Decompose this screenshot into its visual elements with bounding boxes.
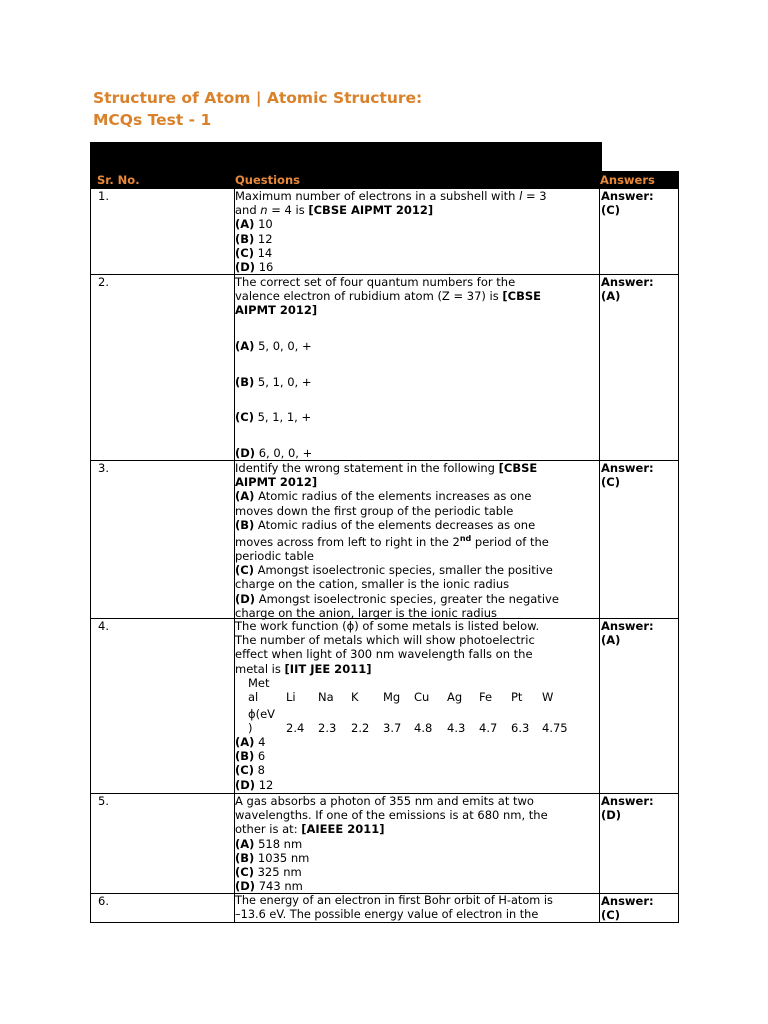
option-b: (B) 6 xyxy=(235,749,266,764)
sr-number: 6. xyxy=(98,894,109,908)
option-d: (D) 743 nm xyxy=(235,879,303,894)
option-a: (A) 4 xyxy=(235,735,266,749)
work-function-value: 6.3 xyxy=(511,721,530,735)
metal-name: Na xyxy=(318,690,334,704)
option-a: (A) 10 xyxy=(235,217,273,232)
option-b: (B) Atomic radius of the elements decreases as one xyxy=(235,517,536,532)
page-subtitle: MCQs Test - 1 xyxy=(93,111,212,129)
question-text: The correct set of four quantum numbers for the valence electron of rubidium atom (Z = 37) is [CBSE AIPMT 2012] xyxy=(235,275,541,318)
work-function-value: 3.7 xyxy=(383,721,402,735)
question-text: The work function (ϕ) of some metals is listed below. The number of metals which will show photoelectric effect when light of 300 nm wavelength falls on the metal is [IIT JEE 2011] xyxy=(235,619,540,676)
grid-line xyxy=(599,189,600,923)
sr-number: 5. xyxy=(98,794,109,808)
table-head: ) xyxy=(248,721,253,735)
sr-number: 3. xyxy=(98,461,109,475)
table-header-row xyxy=(90,171,679,189)
sr-number: 1. xyxy=(98,189,109,203)
question-text: Identify the wrong statement in the following [CBSE AIPMT 2012] (A) Atomic radius of the elements increases as one moves down the first group of the periodic table (B) Atomic radius of the elements decreases as one moves across from left to right in the 2nd period of the periodic table (C) Amongst isoelectronic species, smaller the positive charge on the cation, smaller is the ionic radius (D) Amongst isoelectronic species, greater the negative charge on the anion, larger is the ionic radius xyxy=(235,461,559,620)
question-text: The energy of an electron in first Bohr orbit of H-atom is –13.6 eV. The possible energy value of electron in the xyxy=(235,894,553,922)
table-head: ϕ(eV xyxy=(248,707,276,721)
options xyxy=(235,735,273,792)
metal-name: K xyxy=(351,690,359,704)
answer-cell: Answer: (D) xyxy=(601,794,654,823)
metal-name: Ag xyxy=(447,690,463,704)
page-title: Structure of Atom | Atomic Structure: xyxy=(93,89,423,107)
option-a: (A) 5, 0, 0, + xyxy=(235,339,312,353)
answer-cell: Answer: (C) xyxy=(601,894,654,923)
answer-cell: Answer: (C) xyxy=(601,461,654,490)
header-answers: Answers xyxy=(600,173,655,187)
option-c: (C) 325 nm xyxy=(235,865,302,880)
question-text: Maximum number of electrons in a subshell with l = 3 and n = 4 is [CBSE AIPMT 2012] (A) 10 (B) 12 (C) 14 (D) 16 xyxy=(235,189,547,275)
work-function-value: 2.3 xyxy=(318,721,337,735)
header-srno: Sr. No. xyxy=(97,173,140,187)
table-head: Met xyxy=(248,676,270,690)
option-d: (D) 16 xyxy=(235,260,274,275)
grid-line xyxy=(678,189,679,923)
work-function-value: 4.8 xyxy=(414,721,433,735)
header-questions: Questions xyxy=(235,173,300,187)
table-head: al xyxy=(248,690,259,704)
metal-name: Pt xyxy=(511,690,523,704)
metal-name: Cu xyxy=(414,690,430,704)
option-c: (C) Amongst isoelectronic species, smaller the positive xyxy=(235,563,553,578)
answer-cell: Answer: (A) xyxy=(601,275,654,304)
metal-name: Li xyxy=(286,690,296,704)
work-function-value: 4.75 xyxy=(542,721,568,735)
answer-cell: Answer: (C) xyxy=(601,189,654,218)
work-function-value: 2.2 xyxy=(351,721,370,735)
option-c: (C) 8 xyxy=(235,763,265,778)
option-d: (D) Amongst isoelectronic species, greater the negative xyxy=(235,591,559,606)
option-a: (A) 518 nm xyxy=(235,836,303,851)
question-text: A gas absorbs a photon of 355 nm and emits at two wavelengths. If one of the emissions is at 680 nm, the other is at: [AIEEE 2011] (A) 518 nm (B) 1035 nm (C) 325 nm (D) 743 nm xyxy=(235,794,548,894)
option-b: (B) 1035 nm xyxy=(235,850,310,865)
metal-name: Fe xyxy=(479,690,493,704)
sr-number: 2. xyxy=(98,275,109,289)
work-function-value: 4.7 xyxy=(479,721,498,735)
option-d: (D) 6, 0, 0, + xyxy=(235,446,313,460)
option-c: (C) 5, 1, 1, + xyxy=(235,410,312,424)
grid-line xyxy=(90,189,91,923)
option-b: (B) 12 xyxy=(235,231,273,246)
option-c: (C) 14 xyxy=(235,245,273,260)
table-top-bar xyxy=(90,142,602,171)
metal-name: W xyxy=(542,690,554,704)
work-function-value: 2.4 xyxy=(286,721,305,735)
option-d: (D) 12 xyxy=(235,777,274,792)
sr-number: 4. xyxy=(98,619,109,633)
work-function-value: 4.3 xyxy=(447,721,466,735)
answer-cell: Answer: (A) xyxy=(601,619,654,648)
metal-name: Mg xyxy=(383,690,401,704)
option-b: (B) 5, 1, 0, + xyxy=(235,375,312,389)
option-a: (A) Atomic radius of the elements increases as one xyxy=(235,489,532,504)
